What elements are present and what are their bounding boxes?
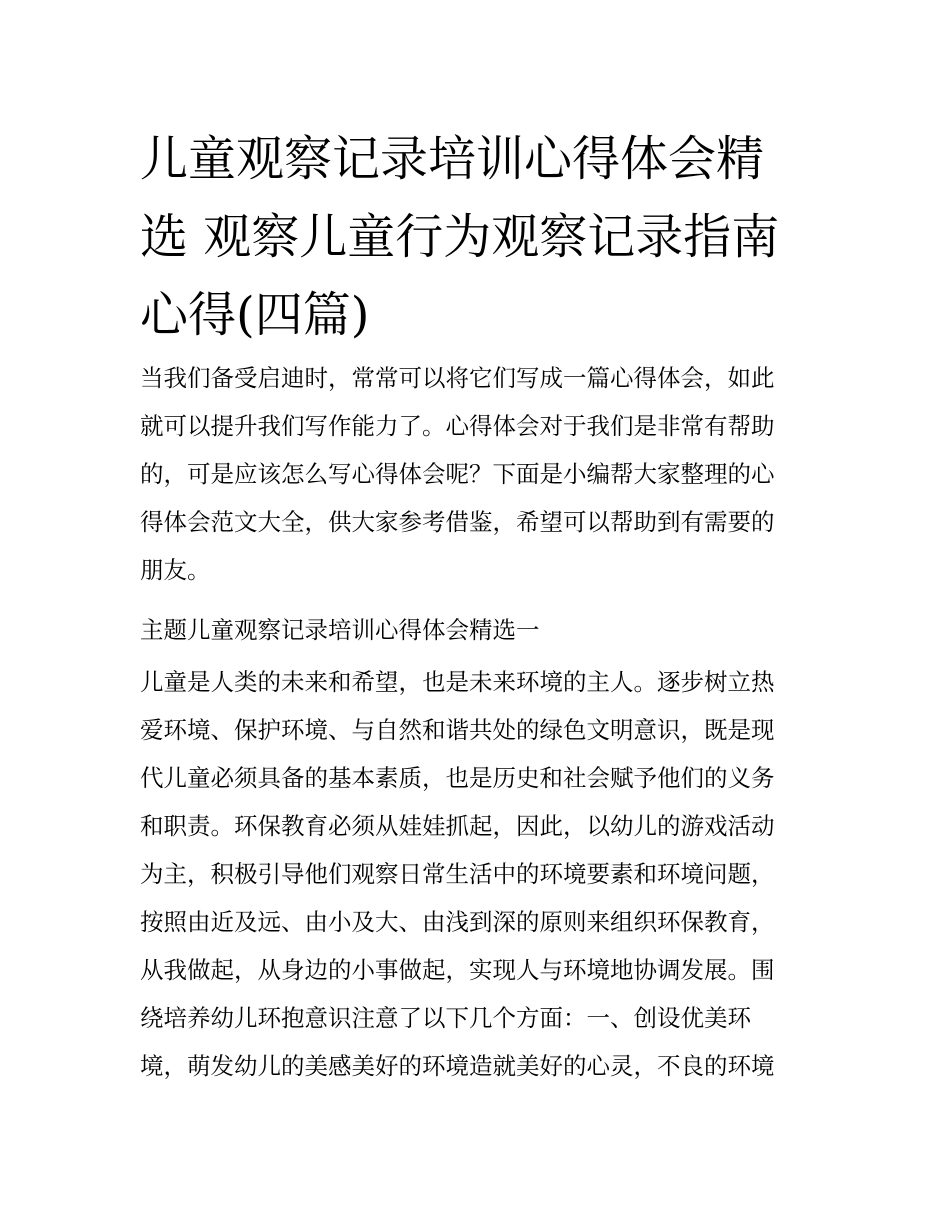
document-title	[140, 120, 820, 354]
intro-paragraph	[140, 354, 820, 594]
text-line: 朋友。	[140, 556, 211, 584]
text-line: 当我们备受启迪时，常常可以将它们写成一篇心得体会，如此	[140, 364, 775, 392]
text-line: 从我做起，从身边的小事做起，实现人与环境地协调发展。围	[140, 956, 775, 984]
title-line: 心得(四篇)	[140, 287, 370, 343]
text-line: 按照由近及远、由小及大、由浅到深的原则来组织环保教育，	[140, 908, 775, 936]
title-line: 儿童观察记录培训心得体会精	[140, 131, 765, 187]
title-line: 选 观察儿童行为观察记录指南	[140, 209, 780, 265]
text-line: 为主，积极引导他们观察日常生活中的环境要素和环境问题，	[140, 860, 775, 888]
section-heading	[140, 606, 820, 654]
text-line: 境，萌发幼儿的美感美好的环境造就美好的心灵，不良的环境	[140, 1052, 775, 1080]
text-line: 的，可是应该怎么写心得体会呢？下面是小编帮大家整理的心	[140, 460, 775, 488]
section-paragraph	[140, 658, 820, 1090]
section-heading-text: 主题儿童观察记录培训心得体会精选一	[140, 616, 540, 644]
text-line: 绕培养幼儿环抱意识注意了以下几个方面：一、创设优美环	[140, 1004, 751, 1032]
text-line: 代儿童必须具备的基本素质，也是历史和社会赋予他们的义务	[140, 764, 775, 792]
text-line: 就可以提升我们写作能力了。心得体会对于我们是非常有帮助	[140, 412, 775, 440]
text-line: 和职责。环保教育必须从娃娃抓起，因此，以幼儿的游戏活动	[140, 812, 775, 840]
text-line: 爱环境、保护环境、与自然和谐共处的绿色文明意识，既是现	[140, 716, 775, 744]
text-line: 得体会范文大全，供大家参考借鉴，希望可以帮助到有需要的	[140, 508, 775, 536]
text-line: 儿童是人类的未来和希望，也是未来环境的主人。逐步树立热	[140, 668, 775, 696]
